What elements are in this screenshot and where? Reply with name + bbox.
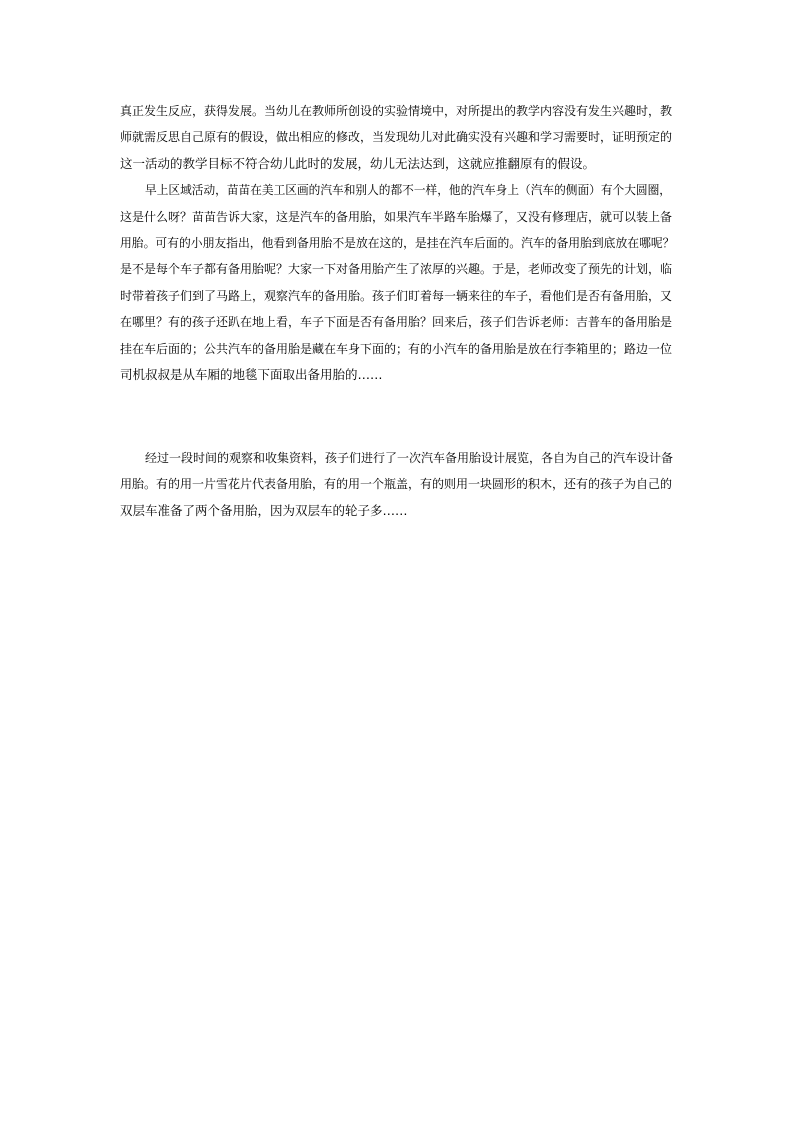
text-line: 这是什么呀？苗苗告诉大家，这是汽车的备用胎，如果汽车半路车胎爆了，又没有修理店，就可以装上备 (120, 209, 673, 224)
text-line: 司机叔叔是从车厢的地毯下面取出备用胎的…… (120, 366, 383, 382)
text-line: 挂在车后面的；公共汽车的备用胎是藏在车身下面的；有的小汽车的备用胎是放在行李箱里的；路边一位 (120, 341, 673, 356)
text-line: 用胎。有的用一片雪花片代表备用胎，有的用一个瓶盖，有的则用一块圆形的积木，还有的孩子为自己的 (120, 477, 673, 492)
text-block-top (120, 98, 675, 388)
text-line: 早上区域活动，苗苗在美工区画的汽车和别人的都不一样，他的汽车身上（汽车的侧面）有个大圆圈， (145, 183, 671, 198)
text-line: 时带着孩子们到了马路上，观察汽车的备用胎。孩子们盯着每一辆来往的车子，看他们是否有备用胎，又 (120, 288, 673, 303)
text-block-bottom (120, 445, 675, 524)
text-line: 师就需反思自己原有的假设，做出相应的修改，当发现幼儿对此确实没有兴趣和学习需要时，证明预定的 (120, 130, 673, 145)
paragraph-3 (120, 445, 675, 524)
text-line: 用胎。可有的小朋友指出，他看到备用胎不是放在这的，是挂在汽车后面的。汽车的备用胎到底放在哪呢？ (120, 235, 675, 250)
paragraph-1 (120, 98, 675, 177)
text-line: 真正发生反应，获得发展。当幼儿在教师所创设的实验情境中，对所提出的教学内容没有发生兴趣时，教 (120, 104, 673, 118)
text-line: 在哪里？有的孩子还趴在地上看，车子下面是否有备用胎？回来后，孩子们告诉老师：吉普车的备用胎是 (120, 315, 673, 330)
text-line: 这一活动的教学目标不符合幼儿此时的发展，幼儿无法达到，这就应推翻原有的假设。 (120, 155, 596, 171)
paragraph-2 (120, 177, 675, 388)
text-line: 经过一段时间的观察和收集资料，孩子们进行了一次汽车备用胎设计展览，各自为自己的汽车设计备 (145, 451, 674, 465)
text-line: 是不是每个车子都有备用胎呢？大家一下对备用胎产生了浓厚的兴趣。于是，老师改变了预先的计划，临 (120, 262, 673, 277)
text-line: 双层车准备了两个备用胎，因为双层车的轮子多…… (120, 502, 408, 518)
